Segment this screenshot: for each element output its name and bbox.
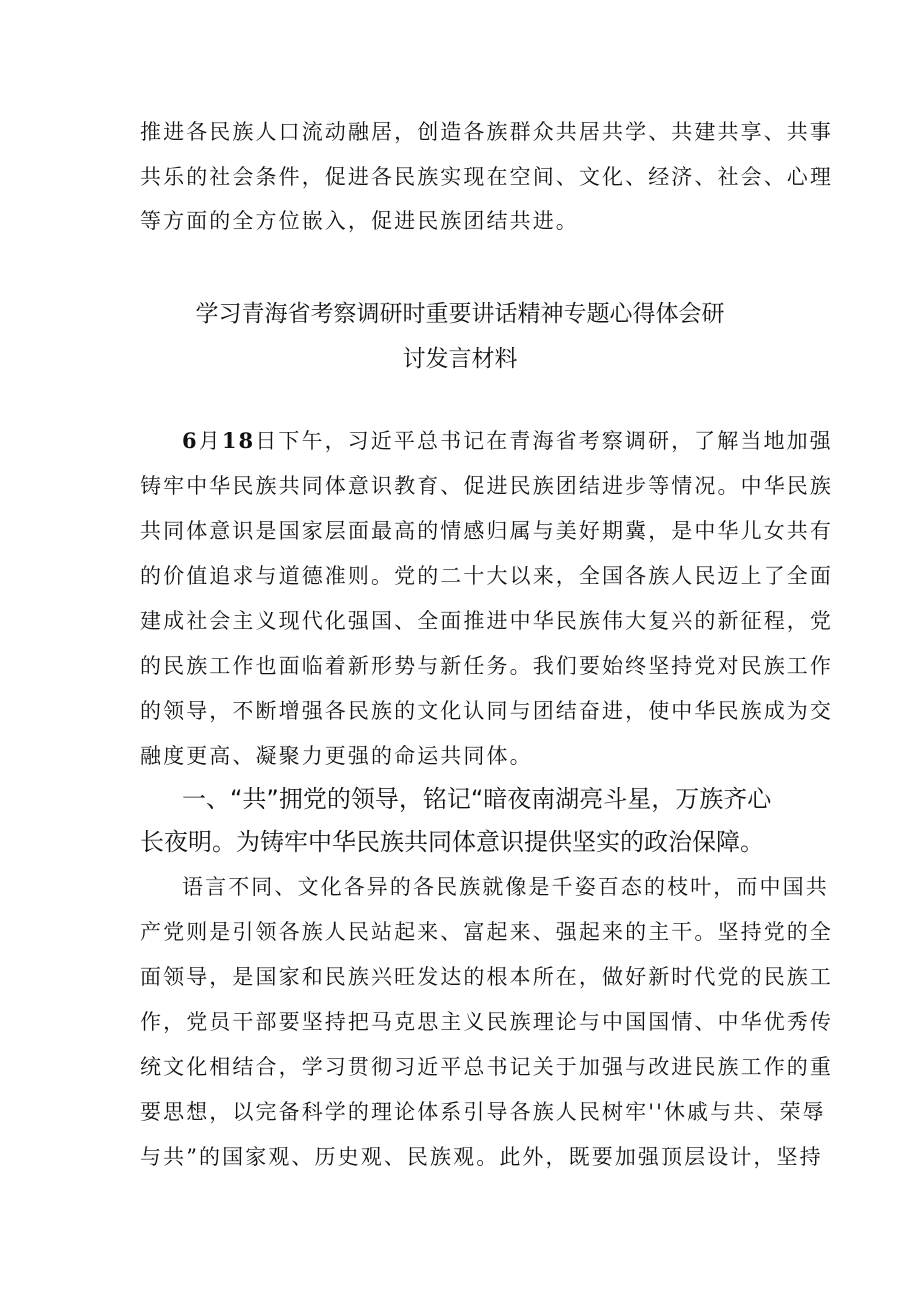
text-line: 推进各民族人口流动融居，创造各族群众共居共学、共建共享、共事 — [140, 120, 833, 144]
text-line: 共同体意识是国家层面最高的情感归属与美好期冀，是中华儿女共有 — [140, 519, 833, 543]
text-line: 的领导，不断增强各民族的文化认同与团结奋进，使中华民族成为交 — [140, 699, 833, 723]
text-line: 面领导，是国家和民族兴旺发达的根本所在，做好新时代党的民族工 — [140, 965, 833, 989]
text-line: 的民族工作也面临着新形势与新任务。我们要始终坚持党对民族工作 — [140, 654, 833, 678]
text-line: 产党则是引领各族人民站起来、富起来、强起来的主干。坚持党的全 — [140, 920, 833, 944]
text-line: 要思想，以完备科学的理论体系引导各族人民树牢''休戚与共、荣辱 — [140, 1100, 826, 1124]
text-line: 融度更高、凝聚力更强的命运共同体。 — [140, 744, 533, 768]
text-line: 的价值追求与道德准则。党的二十大以来，全国各族人民迈上了全面 — [140, 564, 833, 588]
text-line-rest: 日下午，习近平总书记在青海省考察调研，了解当地加强 — [255, 429, 833, 453]
date-month: 6 — [182, 428, 199, 453]
heading-line: 一、“共”拥党的领导，铭记“暗夜南湖亮斗星，万族齐心 — [182, 785, 772, 813]
text-line: 与共”的国家观、历史观、民族观。此外，既要加强顶层设计，坚持 — [140, 1145, 823, 1169]
title-line: 学习青海省考察调研时重要讲话精神专题心得体会研 — [195, 301, 725, 327]
text-line — [182, 426, 920, 456]
title-line: 讨发言材料 — [402, 346, 518, 372]
text-line: 共乐的社会条件，促进各民族实现在空间、文化、经济、社会、心理 — [140, 165, 833, 189]
date-month-char: 月 — [198, 429, 222, 453]
text-line: 统文化相结合，学习贯彻习近平总书记关于加强与改进民族工作的重 — [140, 1055, 833, 1079]
date-day: 18 — [221, 428, 256, 453]
text-line: 铸牢中华民族共同体意识教育、促进民族团结进步等情况。中华民族 — [140, 474, 833, 498]
heading-line: 长夜明。为铸牢中华民族共同体意识提供坚实的政治保障。 — [140, 828, 764, 856]
text-line: 语言不同、文化各异的各民族就像是千姿百态的枝叶，而中国共 — [182, 875, 829, 899]
text-line: 等方面的全方位嵌入，促进民族团结共进。 — [140, 209, 579, 233]
text-line: 建成社会主义现代化强国、全面推进中华民族伟大复兴的新征程，党 — [140, 609, 833, 633]
text-line: 作，党员干部要坚持把马克思主义民族理论与中国国情、中华优秀传 — [140, 1010, 833, 1034]
